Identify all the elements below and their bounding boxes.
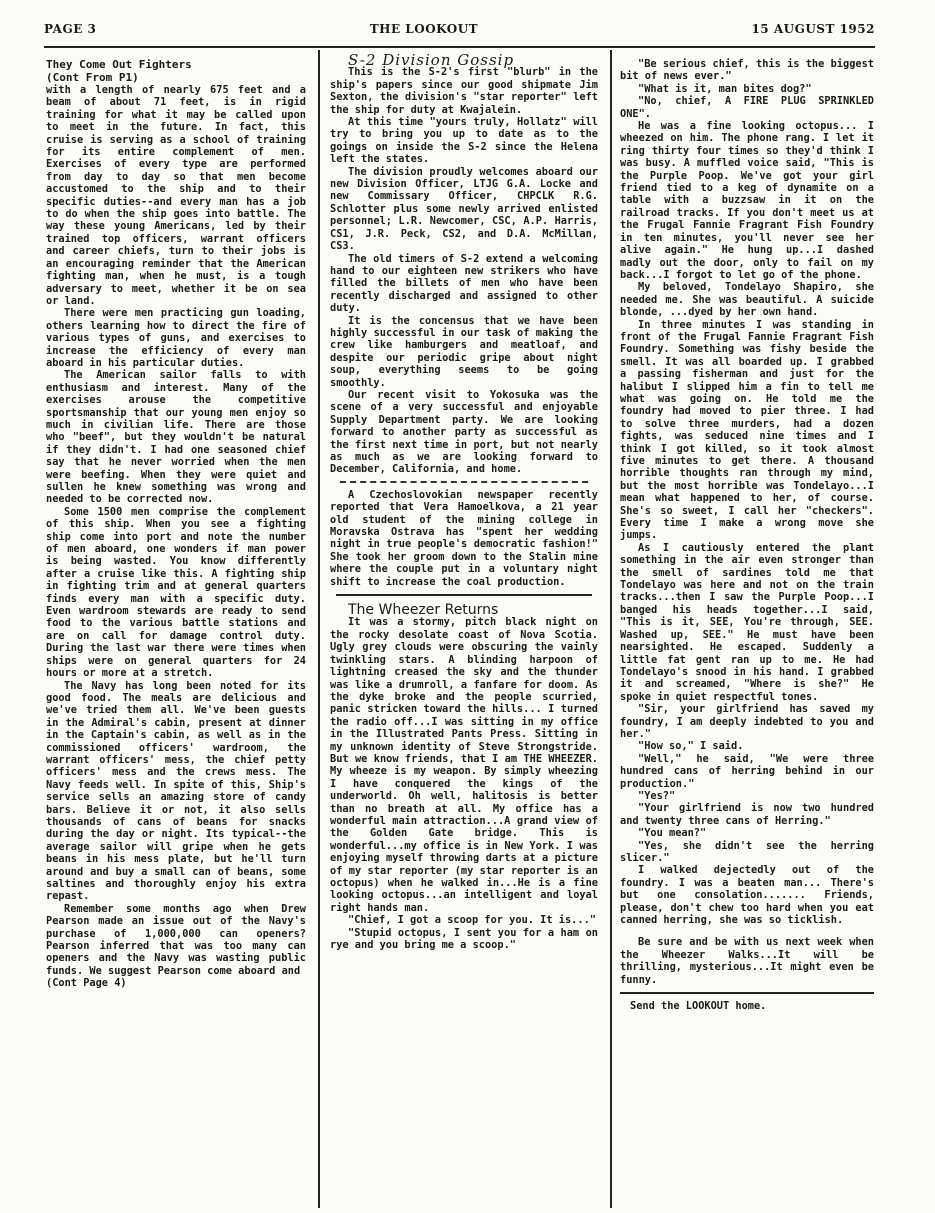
story-paragraph: "Your girlfriend is now two hundred and twenty three cans of Herring." — [620, 802, 874, 827]
story-paragraph: "You mean?" — [638, 827, 707, 840]
column-right — [620, 58, 874, 1208]
gossip-paragraph: The division proudly welcomes aboard our new Division Officer, LTJG G.A. Locke and new Commissary Officer, CHPCLK R.G. Schlotter plus some newly arrived enlisted personnel; L.R. Newcomer, CSC, A.P. Harris, CS1, J.R. Peck, CS2, and D.A. McMillan, CS3. — [330, 165, 598, 253]
wheezer-paragraph: "Stupid octopus, I sent you for a ham on rye and you bring me a scoop." — [330, 926, 598, 952]
story-paragraph: "Be serious chief, this is the biggest bit of news ever." — [620, 58, 874, 83]
story-paragraph: "Sir, your girlfriend has saved my foundry, I am deeply indebted to you and her." — [620, 703, 874, 740]
story-paragraph: "Yes?" — [638, 789, 676, 802]
section-divider — [336, 594, 592, 596]
wheezer-paragraph: "Chief, I got a scoop for you. It is..." — [348, 914, 596, 927]
gossip-paragraph: The old timers of S-2 extend a welcoming hand to our eighteen new strikers who have filled the billets of men who have been recently discharged and assigned to other duty. — [330, 252, 598, 315]
masthead: THE LOOKOUT — [369, 22, 479, 36]
issue-date: 15 AUGUST 1952 — [751, 22, 875, 36]
article-paragraph: Some 1500 men comprise the complement of this ship. When you see a fighting ship come into port and note the number of men aboard, one wonders if man power is being wasted. You know differently after a cruise like this. A fighting ship in fighting trim and at general quarters finds every man with a specific duty. Even wardroom stewards are ready to send food to the various battle stations and are on call for damage control duty. During the last war there were times when ships were on general quarters for 24 hours or more at a stretch. — [46, 505, 306, 680]
footer-divider — [620, 992, 874, 994]
section-divider — [340, 481, 588, 483]
story-paragraph: As I cautiously entered the plant something in the air even stronger than the smell of sardines told me that Tondelayo was here and not on the train tracks...then I saw the Purple Poop...I banged his heads together...I said, "This is it, SEE, You're through, SEE. Washed up, SEE." He must have been nearsighted. He escaped. Suddenly a little fat gent ran up to me. He had Tondelayo's snood in his hand. I grabbed it and screamed, "Where is she?" He spoke in quiet respectful tones. — [620, 541, 874, 703]
gossip-paragraph: Our recent visit to Yokosuka was the scene of a very successful and enjoyable Supply Department party. We are looking forward to another party as successful as the first next time in port, but not nearly as much as we are looking forward to December, California, and home. — [330, 388, 598, 476]
article-paragraph: Remember some months ago when Drew Pearson made an issue out of the Navy's purchase of 1,000,000 can openers? Pearson inferred that was too many can openers and the Navy was wasting public funds. We suggest Pearson come aboard and — [46, 902, 306, 977]
story-paragraph: My beloved, Tondelayo Shapiro, she needed me. She was beautiful. A suicide blonde, ...dyed by her own hand. — [620, 281, 874, 319]
article-continued-from: (Cont From P1) — [46, 71, 139, 84]
story-paragraph: In three minutes I was standing in front of the Frugal Fannie Fragrant Fish Foundry. Something was fishy beside the smell. It was all boarded up. I grabbed a passing fisherman and just for the halibut I slipped him a fin to tell me what was going on. He told me the foundry had moved to pier three. I had to solve three murders, had a dozen fights, was seduced nine times and I think I got killed, so it took almost five minutes to get there. A thousand horrible thoughts ran through my mind, but the most horrible was Tondelayo...I mean what happened to her, of course. She's so sweet, I call her "checkers". Every time I make a wrong move she jumps. — [620, 318, 874, 542]
article-paragraph: with a length of nearly 675 feet and a beam of about 71 feet, is in rigid training for what it may be called upon to meet in the future. In fact, this cruise is serving as a school of training for its entire complement of men. Exercises of every type are performed from day to day so that men become accustomed to the ship and to their specific duties--and every man has a job to do when the ship goes into battle. The way these young Americans, led by their trained top officers, warrant officers and career chiefs, turn to their jobs is an encouraging reminder that the American fighting man, when he must, is a tough adversary to meet, whether it be on sea or land. — [46, 84, 306, 307]
section-title-gossip: S-2 Division Gossip — [348, 54, 515, 69]
story-paragraph: "What is it, man bites dog?" — [638, 82, 812, 95]
story-paragraph: He was a fine looking octopus... I wheezed on him. The phone rang. I let it ring thirty four times so they'd think I was busy. A muffled voice said, "This is the Purple Poop. We've got your girl friend tied to a keg of dynamite on a table with a buzzsaw in it on the railroad tracks. If you don't meet us at the Frugal Fannie Fragrant Fish Foundry in ten minutes, you'll never see her alive again." He hung up...I dashed madly out the door, only to fail on my back...I forgot to let go of the phone. — [620, 120, 874, 281]
article-paragraph: There were men practicing gun loading, others learning how to direct the fire of various types of guns, and exercises to increase the efficiency of every man aboard in his particular duties. — [46, 307, 306, 369]
column-left — [46, 58, 306, 1208]
page-number: PAGE 3 — [44, 22, 97, 36]
wheezer-paragraph: It was a stormy, pitch black night on the rocky desolate coast of Nova Scotia. Ugly grey clouds were obscuring the vainly twinkling stars. A blinding harpoon of lightning creased the sky and the thunder was like a drumroll, a fanfare for doom. As the dyke broke and the people scurried, panic stricken toward the hills... I turned the radio off...I was sitting in my office in the Illustrated Pants Press. Sitting in my unknown identity of Steve Strongstride. But we know friends, that I am THE WHEEZER. My wheeze is my weapon. By simply wheezing I have conquered the kings of the underworld. Oh well, halitosis is better than no breath at all. My office has a wonderful main attraction...A grand view of the Golden Gate bridge. This is wonderful...my office is in New York. I was enjoying myself throwing darts at a picture of my star reporter (my star reporter is an octopus) when he walked in...He is a fine looking octopus...an intelligent and loyal right hands man. — [330, 616, 598, 914]
closing-paragraph: Be sure and be with us next week when the Wheezer Walks...It will be thrilling, mysterious...It might even be funny. — [620, 936, 874, 986]
story-paragraph: I walked dejectedly out of the foundry. I was a beaten man... There's but one consolation....... Friends, please, don't chew too hard when you eat canned herring, she was so ticklish. — [620, 864, 874, 927]
story-paragraph: "How so," I said. — [638, 740, 744, 753]
column-middle — [330, 54, 598, 1204]
column-divider-right — [610, 50, 612, 1208]
gossip-paragraph: At this time "yours truly, Hollatz" will try to bring you up to date as to the goings on inside the S-2 since the Helena left the states. — [330, 116, 598, 166]
footer-slogan: Send the LOOKOUT home. — [630, 1000, 767, 1013]
story-paragraph: "Well," he said, "We were three hundred cans of herring behind in our production." — [620, 752, 874, 790]
column-divider-left — [318, 50, 320, 1208]
article-paragraph: The Navy has long been noted for its good food. The meals are delicious and we've tried them all. We've been guests in the Admiral's cabin, present at dinner in the Captain's cabin, as well as in the commissioned officers' wardroom, the warrant officers' mess, the chief petty officers' mess and the crews mess. The Navy feeds well. In spite of this, Ship's service sells an amazing store of candy bars. Believe it or not, it also sells thousands of cans of beans for snacks during the day or night. Its typical--the average sailor will gripe when he gets beans in his mess plate, but he'll turn around and buy a small can of beans, some saltines and thoroughly enjoy his extra repast. — [46, 679, 306, 903]
story-paragraph: "No, chief, A FIRE PLUG SPRINKLED ONE". — [620, 95, 874, 120]
article-continued-to: (Cont Page 4) — [46, 977, 127, 990]
czech-news-item: A Czechoslovokian newspaper recently reported that Vera Hamoelkova, a 21 year old student of the mining college in Moravska Ostrava has "spent her wedding night in true people's democratic fashion!" She took her groom down to the Stalin mine where the couple put in a voluntary night shift to increase the coal production. — [330, 488, 598, 588]
article-paragraph: The American sailor falls to with enthusiasm and interest. Many of the exercises arouse the competitive sportsmanship that our young men enjoy so much in civilian life. There are those who "beef", but they wouldn't be natural if they didn't. I had one seasoned chief say that he never worried when the men were beefing. When they were quiet and sullen he knew something was wrong and needed to be corrected now. — [46, 369, 306, 506]
section-title-wheezer: The Wheezer Returns — [348, 602, 499, 619]
article-title-fighters: They Come Out Fighters — [46, 58, 192, 71]
story-paragraph: "Yes, she didn't see the herring slicer." — [620, 839, 874, 864]
gossip-paragraph: It is the concensus that we have been highly successful in our task of making the crew like hamburgers and meatloaf, and despite our periodic gripe about night soup, everything seems to be going smoothly. — [330, 314, 598, 389]
page-header — [44, 22, 875, 46]
header-rule — [44, 46, 875, 48]
gossip-paragraph: This is the S-2's first "blurb" in the ship's papers since our good shipmate Jim Sexton, the division's "star reporter" left the ship for duty at Kwajalein. — [330, 66, 598, 116]
